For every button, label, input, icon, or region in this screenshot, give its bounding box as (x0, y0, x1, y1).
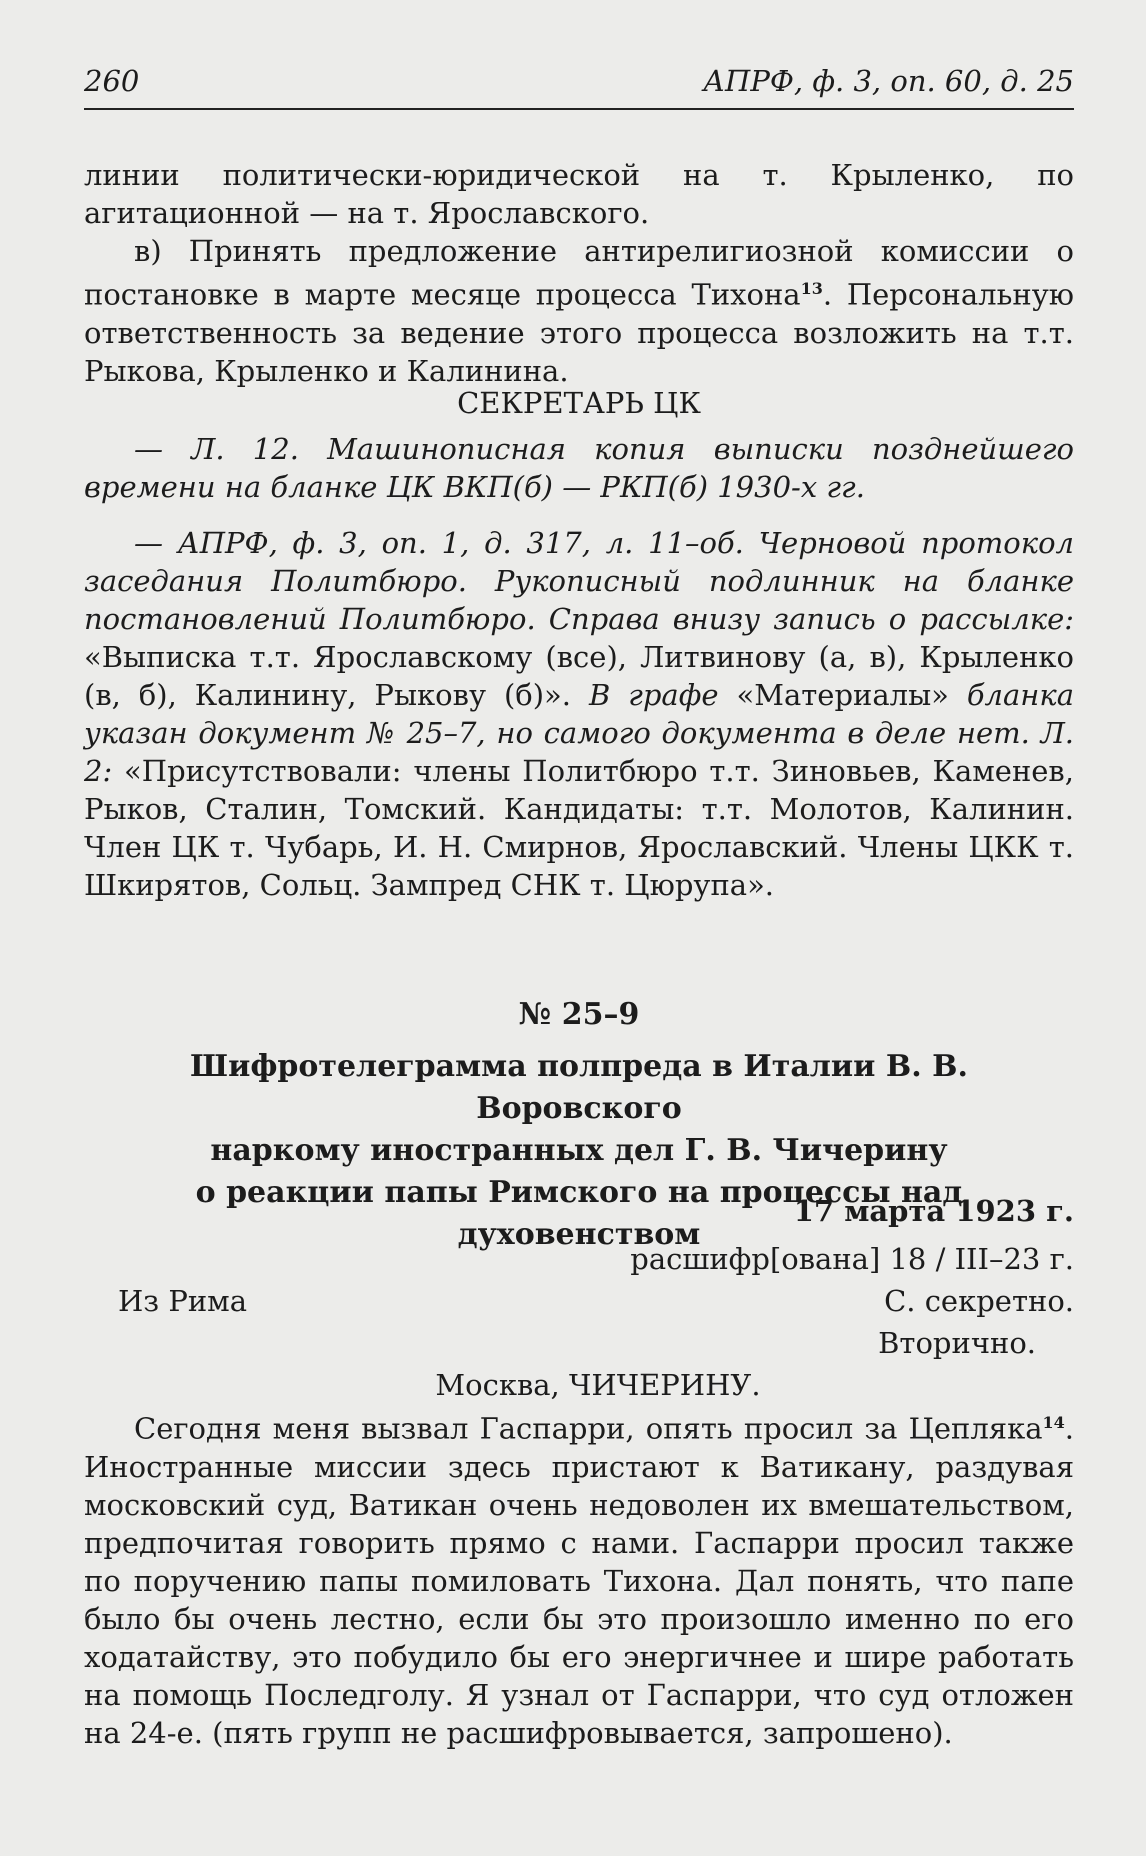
source-note-2-part-e: бланка указан документ № 25–7, но самого документа в деле нет. Л. 2: (84, 678, 1075, 788)
archive-reference: АПРФ, ф. 3, оп. 60, д. 25 (703, 64, 1074, 98)
decoded-date: расшифр[ована] 18 / III–23 г. (630, 1242, 1074, 1276)
source-note-1: — Л. 12. Машинописная копия выписки позднейшего времени на бланке ЦК ВКП(б) — РКП(б) 1930-х гг. (84, 432, 1074, 504)
footnote-marker-13: 13 (800, 279, 823, 298)
source-note-2-quote-materials: «Материалы» (736, 678, 967, 712)
source-note-2-quote-mailing: «Выписка т.т. Ярославскому (все), Литвинову (а, в), Крыленко (в, б), Калинину, Рыкову (б)». (84, 640, 1074, 712)
telegram-body-rest: . Иностранные миссии здесь пристают к Ватикану, раздувая московский суд, Ватикан очень недоволен их вмешательством, предпочитая говорить прямо с нами. Гаспарри просил также по поручению папы помиловать Тихона. Дал понять, что папе было бы очень лестно, если бы это произошло именно по его ходатайству, это побудило бы его энергичнее и шире работать на помощь Последголу. Я узнал от Гаспарри, что суд отложен на 24-е. (пять групп не расшифровывается, запрошено). (84, 1411, 1074, 1750)
source-note-2-quote-attendees: «Присутствовали: члены Политбюро т.т. Зиновьев, Каменев, Рыков, Сталин, Томский. Кандидаты: т.т. Молотов, Калинин. Член ЦК т. Чубарь, И. Н. Смирнов, Ярославский. Члены ЦКК т. Шкирятов, Сольц. Зампред СНК т. Цюрупа». (84, 754, 1074, 902)
header-divider (84, 108, 1074, 110)
source-note-2 (84, 524, 1074, 904)
page-header (84, 64, 1074, 98)
document-number: № 25–9 (518, 997, 640, 1032)
document-title-line-2: наркому иностранных дел Г. В. Чичерину (210, 1133, 948, 1168)
document-title-line-3: о реакции папы Римского на процессы над духовенством (195, 1175, 963, 1252)
intro-paragraph-2-rest: . Персональную ответственность за ведение этого процесса возложить на т.т. Рыкова, Крыленко и Калинина. (84, 277, 1074, 388)
footnote-marker-14: 14 (1042, 1413, 1065, 1432)
repeat-mark: Вторично. (878, 1326, 1036, 1360)
sender-location: Из Рима (118, 1284, 248, 1318)
telegram-body (84, 1404, 1074, 1752)
intro-paragraph-2-text: в) Принять предложение антирелигиозной комиссии о постановке в марте месяце процесса Тихона (84, 234, 1074, 312)
secretary-signature: СЕКРЕТАРЬ ЦК (457, 386, 701, 420)
intro-paragraph-1: линии политически-юридической на т. Крыленко, по агитационной — на т. Ярославского. (84, 158, 1074, 230)
source-note-2-part-a: — АПРФ, ф. 3, оп. 1, д. 317, л. 11–об. Черновой протокол заседания Политбюро. Рукописный подлинник на бланке постановлений Политбюро. Справа внизу запись о рассылке: (84, 526, 1074, 636)
document-title-line-1: Шифротелеграмма полпреда в Италии В. В. Воровского (190, 1049, 968, 1126)
secrecy-stamp: С. секретно. (884, 1284, 1074, 1318)
source-note-2-part-c: В графе (588, 678, 737, 712)
intro-paragraph-2 (84, 232, 1074, 390)
page-number: 260 (84, 64, 140, 98)
telegram-body-text: Сегодня меня вызвал Гаспарри, опять просил за Цепляка (134, 1411, 1043, 1446)
document-date: 17 марта 1923 г. (793, 1194, 1074, 1228)
addressee: Москва, ЧИЧЕРИНУ. (435, 1368, 761, 1402)
